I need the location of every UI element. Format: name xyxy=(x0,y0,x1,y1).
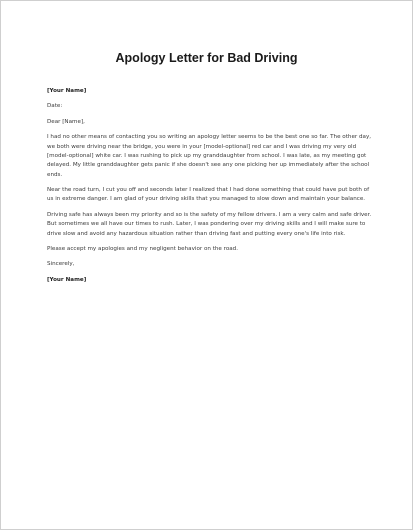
paragraph-1: I had no other means of contacting you so writing an apology letter seems to be the best one so far. The other day, we both were driving near the bridge, you were in your [model-optional] red car and I was driving my very old [model-optional] white car. I was rushing to pick up my granddaughter from school. I was late, as my meeting got delayed. My little granddaughter gets panic if she doesn't see any one picking her up immediately after the school ends. xyxy=(47,134,372,178)
letter-body xyxy=(47,87,372,291)
letter-title: Apology Letter for Bad Driving xyxy=(115,51,298,65)
closing: Sincerely, xyxy=(47,261,75,268)
salutation: Dear [Name], xyxy=(47,118,85,125)
paragraph-4: Please accept my apologies and my negligent behavior on the road. xyxy=(47,245,239,252)
date-line: Date: xyxy=(47,103,63,110)
paragraph-2: Near the road turn, I cut you off and seconds later I realized that I had done something that could have put both of us in extreme danger. I am glad of your driving skills that you managed to slow down and maintain your balance. xyxy=(47,187,370,203)
sender-name: [Your Name] xyxy=(47,88,87,94)
paragraph-3: Driving safe has always been my priority and so is the safety of my fellow drivers. I am a very calm and safe driver. But sometimes we all have our times to rush. Later, I was pondering over my driving skills and I will make sure to drive slow and avoid any hazardous situation rather than driving fast and putting every one's life into risk. xyxy=(47,211,372,237)
signature-name: [Your Name] xyxy=(47,276,87,283)
